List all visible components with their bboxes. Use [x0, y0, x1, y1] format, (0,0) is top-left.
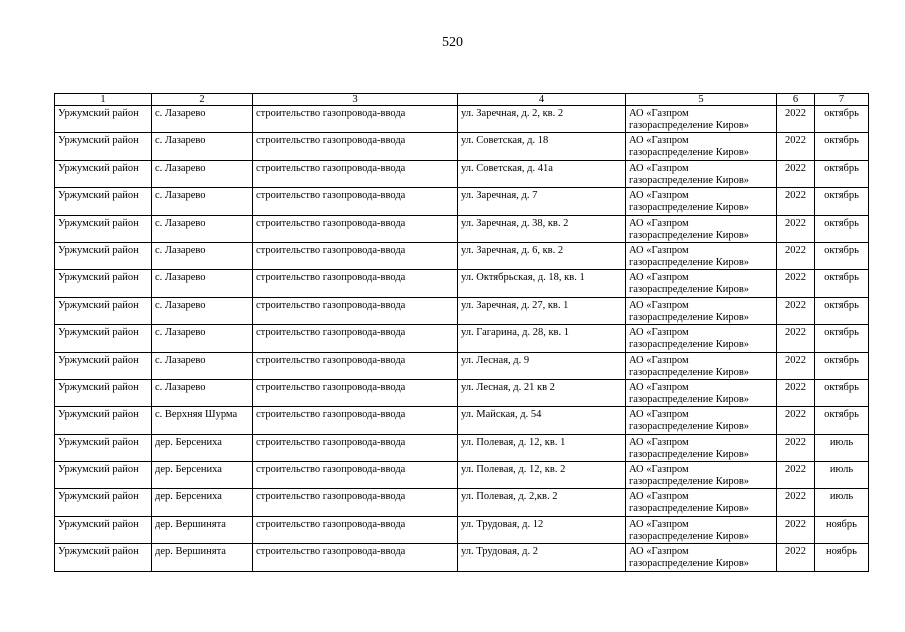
column-header-7: 7 [815, 94, 869, 106]
address-cell: ул. Советская, д. 18 [458, 133, 626, 160]
address-cell: ул. Полевая, д. 12, кв. 1 [458, 434, 626, 461]
work-type-cell: строительство газопровода-ввода [253, 270, 458, 297]
settlement-cell: с. Лазарево [152, 106, 253, 133]
year-cell: 2022 [777, 544, 815, 571]
column-header-2: 2 [152, 94, 253, 106]
settlement-cell: с. Лазарево [152, 379, 253, 406]
month-cell: октябрь [815, 325, 869, 352]
contractor-cell: АО «Газпром газораспределение Киров» [626, 215, 777, 242]
year-cell: 2022 [777, 489, 815, 516]
contractor-cell: АО «Газпром газораспределение Киров» [626, 270, 777, 297]
settlement-cell: дер. Вершинята [152, 516, 253, 543]
district-cell: Уржумский район [55, 325, 152, 352]
district-cell: Уржумский район [55, 133, 152, 160]
year-cell: 2022 [777, 215, 815, 242]
column-header-1: 1 [55, 94, 152, 106]
month-cell: октябрь [815, 215, 869, 242]
table-row [55, 379, 869, 406]
registry-table [54, 93, 869, 572]
header-row [55, 94, 869, 106]
table-row [55, 434, 869, 461]
month-cell: октябрь [815, 379, 869, 406]
year-cell: 2022 [777, 133, 815, 160]
settlement-cell: с. Лазарево [152, 352, 253, 379]
contractor-cell: АО «Газпром газораспределение Киров» [626, 160, 777, 187]
address-cell: ул. Трудовая, д. 2 [458, 544, 626, 571]
column-header-4: 4 [458, 94, 626, 106]
district-cell: Уржумский район [55, 544, 152, 571]
month-cell: октябрь [815, 188, 869, 215]
year-cell: 2022 [777, 270, 815, 297]
contractor-cell: АО «Газпром газораспределение Киров» [626, 297, 777, 324]
year-cell: 2022 [777, 352, 815, 379]
settlement-cell: дер. Вершинята [152, 544, 253, 571]
district-cell: Уржумский район [55, 297, 152, 324]
table-row [55, 516, 869, 543]
month-cell: ноябрь [815, 544, 869, 571]
work-type-cell: строительство газопровода-ввода [253, 407, 458, 434]
district-cell: Уржумский район [55, 434, 152, 461]
contractor-cell: АО «Газпром газораспределение Киров» [626, 325, 777, 352]
month-cell: октябрь [815, 297, 869, 324]
table-body [55, 106, 869, 572]
contractor-cell: АО «Газпром газораспределение Киров» [626, 489, 777, 516]
address-cell: ул. Лесная, д. 21 кв 2 [458, 379, 626, 406]
work-type-cell: строительство газопровода-ввода [253, 106, 458, 133]
month-cell: октябрь [815, 270, 869, 297]
table-row [55, 407, 869, 434]
table-header [55, 94, 869, 106]
table-row [55, 544, 869, 571]
year-cell: 2022 [777, 516, 815, 543]
district-cell: Уржумский район [55, 516, 152, 543]
contractor-cell: АО «Газпром газораспределение Киров» [626, 188, 777, 215]
address-cell: ул. Лесная, д. 9 [458, 352, 626, 379]
year-cell: 2022 [777, 462, 815, 489]
district-cell: Уржумский район [55, 352, 152, 379]
work-type-cell: строительство газопровода-ввода [253, 133, 458, 160]
table-row [55, 106, 869, 133]
table-row [55, 160, 869, 187]
work-type-cell: строительство газопровода-ввода [253, 516, 458, 543]
settlement-cell: дер. Берсениха [152, 462, 253, 489]
contractor-cell: АО «Газпром газораспределение Киров» [626, 462, 777, 489]
district-cell: Уржумский район [55, 188, 152, 215]
column-header-3: 3 [253, 94, 458, 106]
address-cell: ул. Заречная, д. 7 [458, 188, 626, 215]
year-cell: 2022 [777, 434, 815, 461]
address-cell: ул. Советская, д. 41а [458, 160, 626, 187]
table-row [55, 489, 869, 516]
settlement-cell: с. Лазарево [152, 242, 253, 269]
month-cell: октябрь [815, 352, 869, 379]
settlement-cell: дер. Берсениха [152, 434, 253, 461]
settlement-cell: с. Верхняя Шурма [152, 407, 253, 434]
contractor-cell: АО «Газпром газораспределение Киров» [626, 133, 777, 160]
month-cell: октябрь [815, 160, 869, 187]
settlement-cell: с. Лазарево [152, 325, 253, 352]
contractor-cell: АО «Газпром газораспределение Киров» [626, 516, 777, 543]
work-type-cell: строительство газопровода-ввода [253, 544, 458, 571]
work-type-cell: строительство газопровода-ввода [253, 160, 458, 187]
work-type-cell: строительство газопровода-ввода [253, 188, 458, 215]
month-cell: июль [815, 462, 869, 489]
year-cell: 2022 [777, 379, 815, 406]
contractor-cell: АО «Газпром газораспределение Киров» [626, 379, 777, 406]
work-type-cell: строительство газопровода-ввода [253, 242, 458, 269]
year-cell: 2022 [777, 242, 815, 269]
contractor-cell: АО «Газпром газораспределение Киров» [626, 352, 777, 379]
column-header-6: 6 [777, 94, 815, 106]
work-type-cell: строительство газопровода-ввода [253, 462, 458, 489]
work-type-cell: строительство газопровода-ввода [253, 352, 458, 379]
settlement-cell: с. Лазарево [152, 133, 253, 160]
contractor-cell: АО «Газпром газораспределение Киров» [626, 407, 777, 434]
work-type-cell: строительство газопровода-ввода [253, 297, 458, 324]
month-cell: октябрь [815, 106, 869, 133]
district-cell: Уржумский район [55, 215, 152, 242]
work-type-cell: строительство газопровода-ввода [253, 379, 458, 406]
table-row [55, 188, 869, 215]
address-cell: ул. Гагарина, д. 28, кв. 1 [458, 325, 626, 352]
month-cell: октябрь [815, 133, 869, 160]
address-cell: ул. Полевая, д. 12, кв. 2 [458, 462, 626, 489]
contractor-cell: АО «Газпром газораспределение Киров» [626, 544, 777, 571]
year-cell: 2022 [777, 407, 815, 434]
district-cell: Уржумский район [55, 407, 152, 434]
year-cell: 2022 [777, 188, 815, 215]
table-row [55, 297, 869, 324]
contractor-cell: АО «Газпром газораспределение Киров» [626, 106, 777, 133]
contractor-cell: АО «Газпром газораспределение Киров» [626, 434, 777, 461]
district-cell: Уржумский район [55, 242, 152, 269]
work-type-cell: строительство газопровода-ввода [253, 489, 458, 516]
column-header-5: 5 [626, 94, 777, 106]
address-cell: ул. Заречная, д. 6, кв. 2 [458, 242, 626, 269]
address-cell: ул. Трудовая, д. 12 [458, 516, 626, 543]
settlement-cell: дер. Берсениха [152, 489, 253, 516]
table-row [55, 462, 869, 489]
table-row [55, 325, 869, 352]
district-cell: Уржумский район [55, 160, 152, 187]
district-cell: Уржумский район [55, 379, 152, 406]
district-cell: Уржумский район [55, 106, 152, 133]
contractor-cell: АО «Газпром газораспределение Киров» [626, 242, 777, 269]
table-row [55, 242, 869, 269]
year-cell: 2022 [777, 297, 815, 324]
table-row [55, 133, 869, 160]
address-cell: ул. Октябрьская, д. 18, кв. 1 [458, 270, 626, 297]
work-type-cell: строительство газопровода-ввода [253, 325, 458, 352]
address-cell: ул. Майская, д. 54 [458, 407, 626, 434]
address-cell: ул. Полевая, д. 2,кв. 2 [458, 489, 626, 516]
settlement-cell: с. Лазарево [152, 160, 253, 187]
settlement-cell: с. Лазарево [152, 270, 253, 297]
table-row [55, 352, 869, 379]
month-cell: июль [815, 489, 869, 516]
month-cell: ноябрь [815, 516, 869, 543]
address-cell: ул. Заречная, д. 27, кв. 1 [458, 297, 626, 324]
settlement-cell: с. Лазарево [152, 297, 253, 324]
table-row [55, 215, 869, 242]
district-cell: Уржумский район [55, 462, 152, 489]
month-cell: октябрь [815, 407, 869, 434]
district-cell: Уржумский район [55, 489, 152, 516]
work-type-cell: строительство газопровода-ввода [253, 434, 458, 461]
address-cell: ул. Заречная, д. 38, кв. 2 [458, 215, 626, 242]
work-type-cell: строительство газопровода-ввода [253, 215, 458, 242]
district-cell: Уржумский район [55, 270, 152, 297]
settlement-cell: с. Лазарево [152, 188, 253, 215]
year-cell: 2022 [777, 160, 815, 187]
year-cell: 2022 [777, 106, 815, 133]
page-number: 520 [442, 35, 463, 50]
month-cell: июль [815, 434, 869, 461]
year-cell: 2022 [777, 325, 815, 352]
settlement-cell: с. Лазарево [152, 215, 253, 242]
month-cell: октябрь [815, 242, 869, 269]
address-cell: ул. Заречная, д. 2, кв. 2 [458, 106, 626, 133]
table-row [55, 270, 869, 297]
